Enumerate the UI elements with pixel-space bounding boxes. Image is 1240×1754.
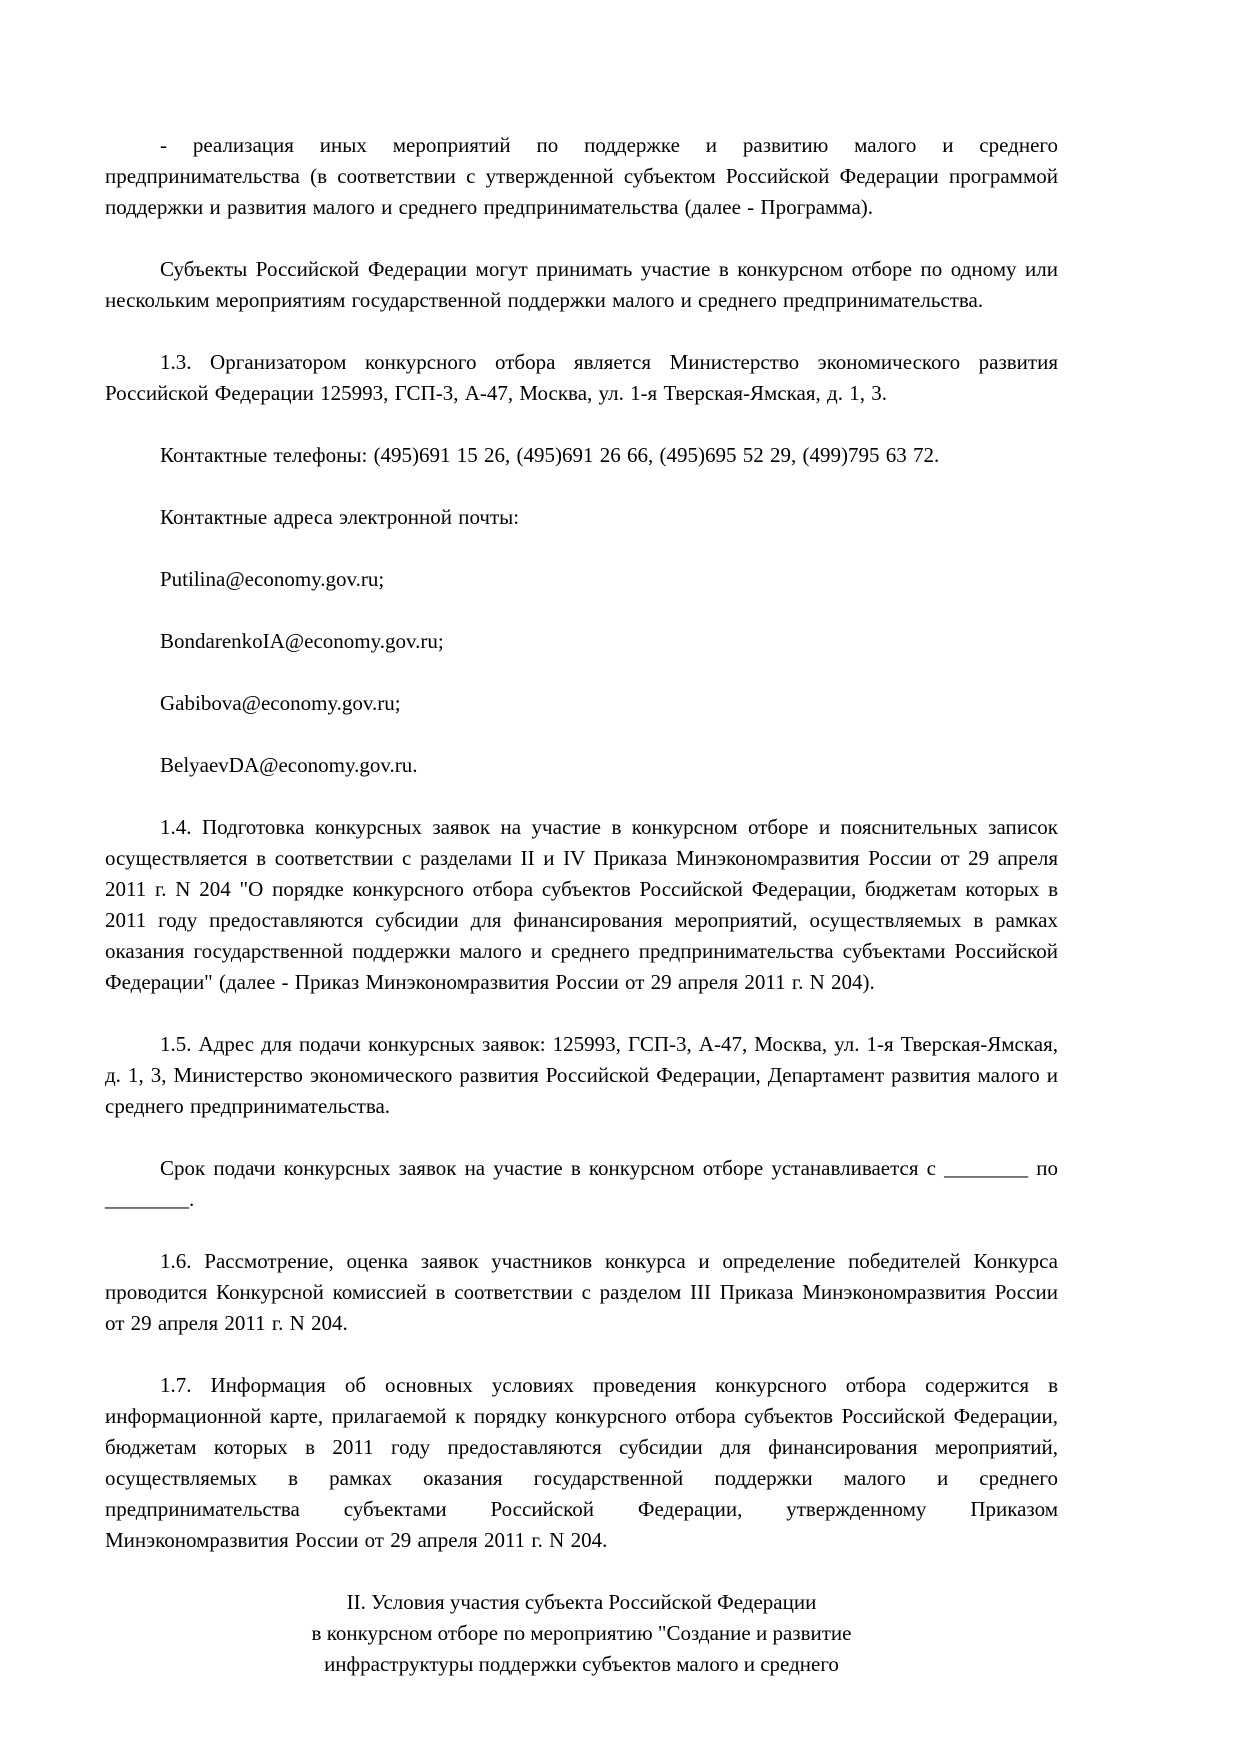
para-1-7-information-card: 1.7. Информация об основных условиях проведения конкурсного отбора содержится в информационной карте, прилагаемой к порядку конкурсного отбора субъектов Российской Федерации, бюджетам которых в 2011 году предоставляются субсидии для финансирования мероприятий, осуществляемых в рамках оказания государственной поддержки малого и среднего предпринимательства субъектами Российской Федерации, утвержденному Приказом Минэкономразвития России от 29 апреля 2011 г. N 204. [105, 1373, 1058, 1552]
email-belyaev: BelyaevDA@economy.gov.ru. [160, 753, 418, 777]
para-contact-emails-label: Контактные адреса электронной почты: [160, 505, 520, 529]
para-1-4-applications-preparation: 1.4. Подготовка конкурсных заявок на участие в конкурсном отборе и пояснительных записок осуществляется в соответствии с разделами II и IV Приказа Минэкономразвития России от 29 апреля 2011 г. N 204 "О порядке конкурсного отбора субъектов Российской Федерации, бюджетам которых в 2011 году предоставляются субсидии для финансирования мероприятий, осуществляемых в рамках оказания государственной поддержки малого и среднего предпринимательства субъектами Российской Федерации" (далее - Приказ Минэкономразвития России от 29 апреля 2011 г. N 204). [105, 815, 1058, 994]
email-bondarenko: BondarenkoIA@economy.gov.ru; [160, 629, 444, 653]
section-heading [105, 1587, 1058, 1680]
para-submission-deadline: Срок подачи конкурсных заявок на участие в конкурсном отборе устанавливается с ________ по ________. [105, 1156, 1058, 1211]
email-gabibova: Gabibova@economy.gov.ru; [160, 691, 401, 715]
email-putilina: Putilina@economy.gov.ru; [160, 567, 385, 591]
section-heading-line-3: инфраструктуры поддержки субъектов малого и среднего [324, 1652, 839, 1676]
para-other-measures: - реализация иных мероприятий по поддержке и развитию малого и среднего предпринимательства (в соответствии с утвержденной субъектом Российской Федерации программой поддержки и развития малого и среднего предпринимательства (далее - Программа). [105, 133, 1058, 219]
para-subjects-participation: Субъекты Российской Федерации могут принимать участие в конкурсном отборе по одному или нескольким мероприятиям государственной поддержки малого и среднего предпринимательства. [105, 257, 1058, 312]
para-1-5-submission-address: 1.5. Адрес для подачи конкурсных заявок: 125993, ГСП-3, А-47, Москва, ул. 1-я Тверская-Ямская, д. 1, 3, Министерство экономического развития Российской Федерации, Департамент развития малого и среднего предпринимательства. [105, 1032, 1058, 1118]
section-heading-line-1: II. Условия участия субъекта Российской Федерации [346, 1590, 817, 1614]
para-1-6-review-evaluation: 1.6. Рассмотрение, оценка заявок участников конкурса и определение победителей Конкурса проводится Конкурсной комиссией в соответствии с разделом III Приказа Минэкономразвития России от 29 апреля 2011 г. N 204. [105, 1249, 1058, 1335]
para-contact-phones: Контактные телефоны: (495)691 15 26, (495)691 26 66, (495)695 52 29, (499)795 63 72. [160, 443, 940, 467]
section-heading-line-2: в конкурсном отборе по мероприятию "Создание и развитие [311, 1621, 852, 1645]
para-1-3-organizer: 1.3. Организатором конкурсного отбора является Министерство экономического развития Российской Федерации 125993, ГСП-3, А-47, Москва, ул. 1-я Тверская-Ямская, д. 1, 3. [105, 350, 1058, 405]
